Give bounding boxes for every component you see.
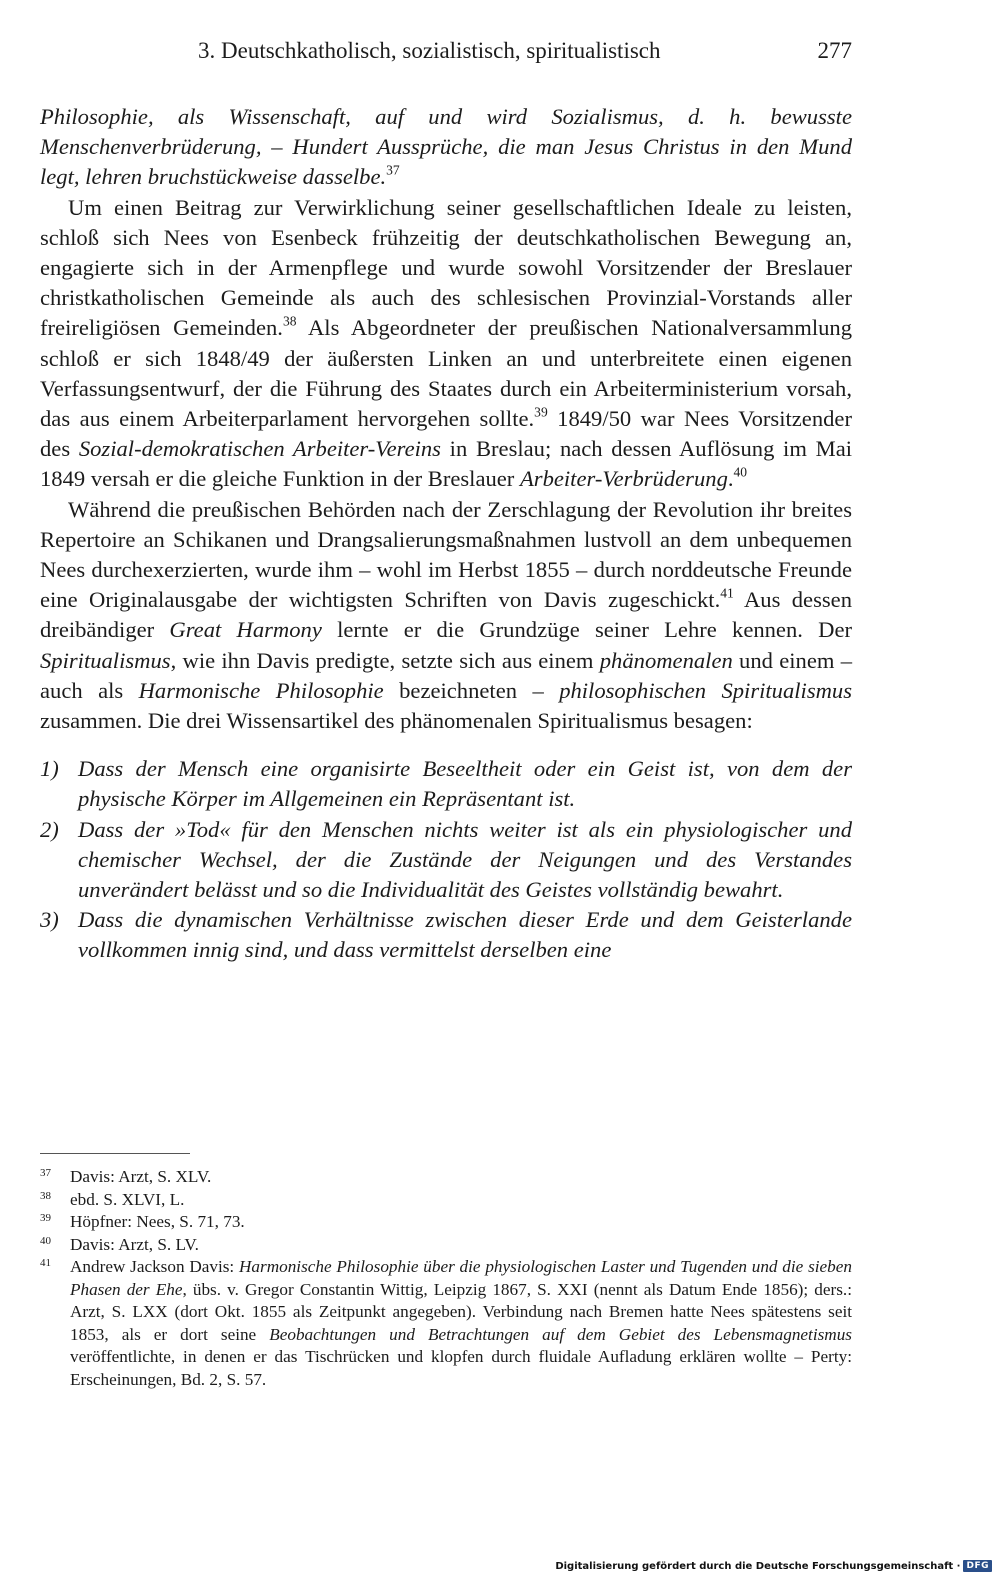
paragraph xyxy=(40,193,852,495)
text-run: Aus dessen dreibändiger xyxy=(40,587,852,643)
text-run: Great Harmony xyxy=(169,617,322,643)
footnote-number: 38 xyxy=(40,1189,51,1202)
text-run: Spiritualismus xyxy=(40,647,171,673)
paragraph xyxy=(40,102,852,193)
text-run: Arbeiter-Verbrüderung xyxy=(519,466,728,492)
footnote xyxy=(40,1211,852,1234)
text-run: lernte er die Grundzüge seiner Lehre kennen. Der xyxy=(321,617,853,643)
digitization-credit xyxy=(555,1560,992,1572)
list-number: 2) xyxy=(40,816,59,842)
text-run: Andrew Jackson Davis: xyxy=(70,1257,239,1276)
text-run: Sozial-demokratischen Arbeiter-Vereins xyxy=(78,436,441,462)
dfg-logo-icon: DFG xyxy=(963,1560,992,1572)
text-run: philosophischen Spiritualismus xyxy=(559,677,853,703)
text-run: , wie ihn Davis predigte, setzte sich aus einem xyxy=(170,647,600,673)
text-run: . xyxy=(727,466,734,492)
footnote-text xyxy=(70,1167,211,1186)
text-run: Höpfner: Nees, S. 71, 73. xyxy=(70,1212,245,1231)
text-run: Davis: Arzt, S. XLV. xyxy=(70,1167,212,1186)
list-number: 3) xyxy=(40,907,59,933)
text-run: Harmonische Philosophie xyxy=(138,677,384,703)
footnote xyxy=(40,1166,852,1189)
footnote-reference: 39 xyxy=(534,404,548,420)
text-run: 1849/50 war Nees Vorsitzender des xyxy=(40,406,852,462)
list-item xyxy=(40,754,852,814)
footnote-text xyxy=(70,1190,184,1209)
footnote-reference: 37 xyxy=(386,162,400,178)
footnote-text xyxy=(70,1257,852,1389)
footnote-rule xyxy=(40,1153,190,1154)
text-run: Philosophie, als Wissenschaft, auf und wird Sozialismus, d. h. bewusste Menschenverbrüderung, – Hundert Aussprüche, die man Jesus Christus in den Mund legt, lehren bruchstückweise dasselbe. xyxy=(40,104,852,190)
text-run: ebd. S. XLVI, L. xyxy=(70,1189,185,1209)
text-run: in Breslau; nach dessen Auflösung im Mai 1849 versah er die gleiche Funktion in der Breslauer xyxy=(40,436,852,492)
list-number: 1) xyxy=(40,756,59,782)
text-run: Als Abgeordneter der preußischen Nationalversammlung schloß er sich 1848/49 der äußersten Linken an und unterbreitete einen eigenen Verfassungsentwurf, der die Führung des Staates durch ein Arbeiterministerium vorsah, das aus einem Arbeiterparlament hervorgehen sollte. xyxy=(40,315,852,432)
text-run: , übs. v. Gregor Constantin Wittig, Leipzig 1867, S. XXI (nennt als Datum Ende 1856); ders.: Arzt, S. LXX (dort Okt. 1855 als Zeitpunkt angegeben). Verbindung nach Bremen hatte Nees spätestens seit 1853, als er dort seine xyxy=(70,1279,852,1344)
footnote xyxy=(40,1189,852,1212)
footnote-number: 37 xyxy=(40,1167,51,1179)
running-head-title: 3. Deutschkatholisch, sozialistisch, spiritualistisch xyxy=(198,38,661,63)
footnote-reference: 40 xyxy=(733,464,748,480)
text-run: phänomenalen xyxy=(599,647,733,673)
footnote-number: 41 xyxy=(40,1257,51,1269)
footnote-text xyxy=(70,1235,199,1254)
numbered-quote-list xyxy=(40,754,852,965)
text-run: Beobachtungen und Betrachtungen auf dem Gebiet des Lebensmagnetismus xyxy=(269,1324,852,1344)
footnote-reference: 38 xyxy=(282,313,297,329)
text-run: Während die preußischen Behörden nach der Zerschlagung der Revolution ihr breites Repertoire an Schikanen und Drangsalierungsmaßnahmen lustvoll an dem unbequemen Nees durchexerzierten, wurde ihm – wohl im Herbst 1855 – durch norddeutsche Freunde eine Originalausgabe der wichtigsten Schriften von Davis zugeschickt. xyxy=(40,496,852,613)
footnote xyxy=(40,1256,852,1391)
credit-text: Digitalisierung gefördert durch die Deutsche Forschungsgemeinschaft · xyxy=(555,1560,961,1572)
text-run: und einem – auch als xyxy=(40,647,853,703)
page-number: 277 xyxy=(817,38,852,63)
list-text: Dass die dynamischen Verhältnisse zwischen dieser Erde und dem Geisterlande vollkommen innig sind, und dass vermittelst derselben eine xyxy=(78,907,852,963)
text-run: Um einen Beitrag zur Verwirklichung seiner gesellschaftlichen Ideale zu leisten, schloß sich Nees von Esenbeck frühzeitig der deutschkatholischen Bewegung an, engagierte sich in der Armenpflege und wurde sowohl Vorsitzender der Breslauer christkatholischen Gemeinde als auch des schlesischen Provinzial-Vorstands aller freireligiösen Gemeinden. xyxy=(40,194,852,341)
paragraph xyxy=(40,495,852,737)
footnote-number: 40 xyxy=(40,1234,51,1247)
list-text: Dass der »Tod« für den Menschen nichts weiter ist als ein physiologischer und chemischer Wechsel, der die Zustände der Neigungen und des Verstandes unverändert belässt und so die Individualität des Geistes vollständig bewahrt. xyxy=(78,816,852,903)
footnote-text xyxy=(70,1212,245,1231)
footnote-reference: 41 xyxy=(720,585,734,601)
list-item xyxy=(40,815,852,906)
list-text: Dass der Mensch eine organisirte Beseeltheit oder ein Geist ist, von dem der physische Körper im Allgemeinen ein Repräsentant ist. xyxy=(78,756,852,812)
list-item xyxy=(40,905,852,965)
body-text xyxy=(40,102,852,966)
footnotes xyxy=(40,1166,852,1391)
text-run: Davis: Arzt, S. LV. xyxy=(70,1234,199,1254)
text-run: Harmonische Philosophie über die physiologischen Laster und Tugenden und die sieben Phasen der Ehe xyxy=(70,1257,852,1299)
text-run: bezeichneten – xyxy=(383,677,560,703)
text-run: zusammen. Die drei Wissensartikel des phänomenalen Spiritualismus besagen: xyxy=(40,708,753,734)
footnote xyxy=(40,1234,852,1257)
text-run: veröffentlichte, in denen er das Tischrücken und klopfen durch fluidale Aufladung erklären wollte – Perty: Erscheinungen, Bd. 2, S. 57. xyxy=(70,1347,852,1389)
footnote-number: 39 xyxy=(40,1212,51,1224)
